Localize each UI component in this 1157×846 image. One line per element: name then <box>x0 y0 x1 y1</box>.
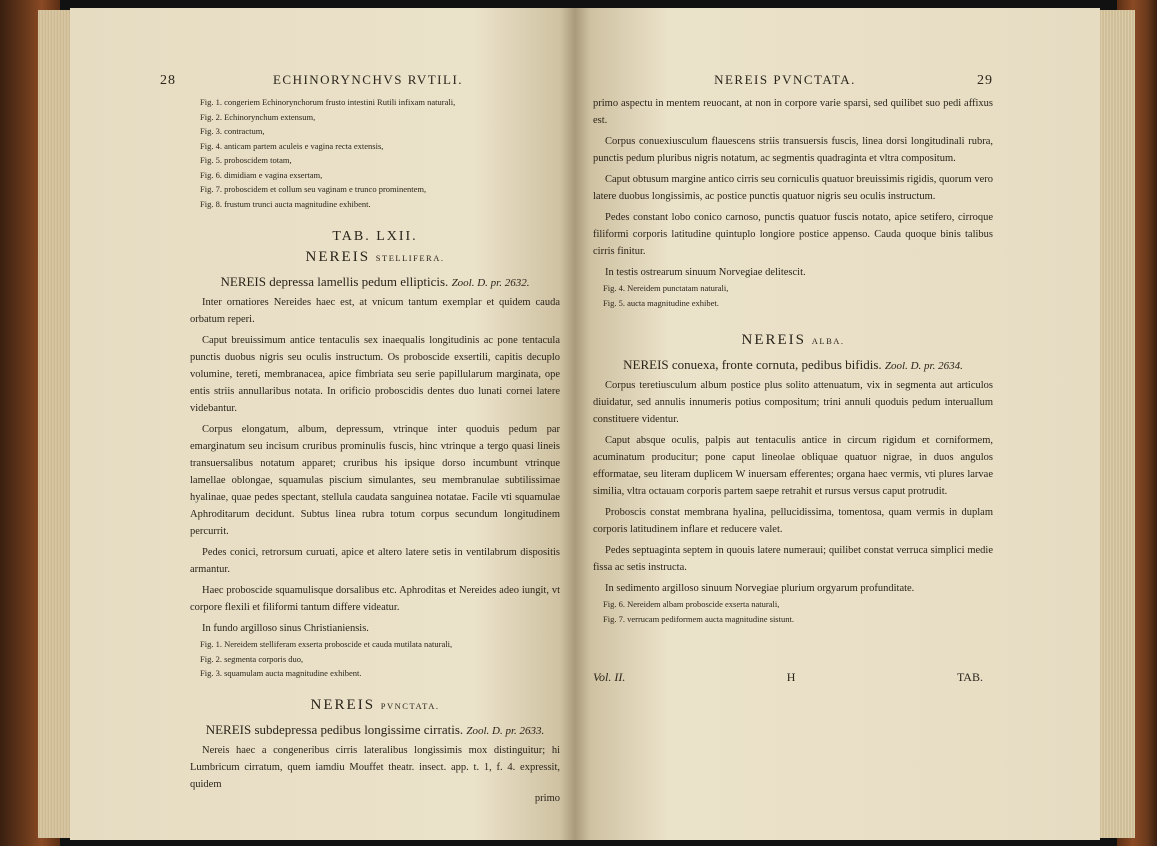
paragraph: Haec proboscide squamulisque dorsalibus etc. Aphroditas et Nereides adeo iungit, vt corpore flexili et filiformi tantum differe videatur. <box>190 585 560 613</box>
fig-caption: Fig. 7. proboscidem et collum seu vaginam e trunco prominentem, <box>200 184 427 194</box>
genus-name: NEREIS <box>310 696 376 713</box>
paragraph: Caput absque oculis, palpis aut tentaculis antice in circum rigidum et corniformem, acuminatum producitur; pone caput lineolae obliquae quatuor nigrae, in duos angulos efformatae, seu literam duplicem W inuersam efferentes; organa haec vermis, vti plures larvae similia, vltra octauam corporis partem saepe retrahit et rursus versus caput protrudit. <box>593 435 993 497</box>
page-edges-right <box>1095 10 1135 838</box>
diagnosis-reference: Zool. D. pr. 2632. <box>451 277 530 289</box>
genus-name: NEREIS <box>741 332 806 348</box>
paragraph: Pedes conici, retrorsum curuati, apice et altero latere setis in ventilabrum dispositis armantur. <box>190 547 560 575</box>
left-running-title: ECHINORYNCHVS RVTILI. <box>272 72 464 87</box>
paragraph: primo aspectu in mentem reuocant, at non in corpore varie sparsi, sed quilibet suo pedi affixus est. <box>593 98 993 126</box>
paragraph: In fundo argilloso sinus Christianiensis. <box>202 623 369 634</box>
left-running-header <box>160 72 560 89</box>
fig-caption: Fig. 6. Nereidem albam proboscide exserta naturali, <box>603 599 780 609</box>
left-page <box>70 8 575 840</box>
volume-label: Vol. II. <box>593 670 626 684</box>
paragraph: Proboscis constat membrana hyalina, pellucidissima, tomentosa, quam vermis in duplam corporis latitudinem inflare et reducere valet. <box>593 507 993 535</box>
species-name: PVNCTATA. <box>380 700 440 711</box>
fig-caption: Fig. 6. dimidiam e vagina exsertam, <box>200 169 323 180</box>
species-heading <box>190 697 560 714</box>
paragraph: Pedes septuaginta septem in quouis latere numeraui; quilibet constat verruca simplici medie fissa ac setis instructa. <box>593 545 993 573</box>
fig-caption: Fig. 5. aucta magnitudine exhibet. <box>603 297 719 308</box>
paragraph: Caput breuissimum antice tentaculis sex inaequalis longitudinis ac pone tentacula punctis duobus nigris seu oculis instructum. Os proboscide exsertili, capitis decuplo volumine, tereti, membranacea, apice fimbriata seu serie papillularum marginata, ope entis striis annullaribus notata. In orificio proboscidis dentes duo lunati cornei latere videbantur. <box>190 335 560 414</box>
plate-heading: TAB. LXII. <box>332 229 418 244</box>
fig-caption: Fig. 5. proboscidem totam, <box>200 155 292 165</box>
right-page <box>575 8 1100 840</box>
species-name: STELLIFERA. <box>375 253 445 263</box>
fig-caption: Fig. 3. squamulam aucta magnitudine exhibent. <box>200 668 362 678</box>
paragraph: Corpus conuexiusculum flauescens striis transuersis fuscis, linea dorsi longitudinali rubra, punctis pedum pluribus nigris notatum, ac segmentis quadraginta et vltra compositum. <box>593 136 993 164</box>
fig-caption: Fig. 7. verrucam pediformem aucta magnitudine sistunt. <box>603 613 794 624</box>
fig-caption: Fig. 4. Nereidem punctatam naturali, <box>603 283 729 293</box>
catchword: TAB. <box>956 670 983 684</box>
fig-caption: Fig. 2. Echinorynchum extensum, <box>200 111 316 122</box>
fig-caption: Fig. 3. contractum, <box>200 126 265 136</box>
diagnosis-text: NEREIS depressa lamellis pedum ellipticis. <box>220 274 449 289</box>
species-diagnosis <box>190 274 560 290</box>
fig-caption: Fig. 1. Nereidem stelliferam exserta proboscide et cauda mutilata naturali, <box>200 639 453 649</box>
paragraph: Nereis haec a congeneribus cirris lateralibus longissimis mox distinguitur; hi Lumbricum cirratum, quem iamdiu Mouffet theatr. insect. app. t. 1, f. 4. expressit, quidem <box>190 744 560 790</box>
paragraph: Inter ornatiores Nereides haec est, at vnicum tantum exemplar et quidem cauda orbatum reperi. <box>190 297 560 325</box>
right-page-number: 29 <box>977 73 993 88</box>
paragraph: Corpus elongatum, album, depressum, vtrinque inter quoduis pedum par emarginatum seu incisum cruribus prominulis fuscis, hinc vtrinque a tergo quasi lineis transuersalibus notatum apparet; cruribus his ipsique dorso incumbunt vtrinque lamellae oblongae, squamulas piscium simulantes, seu membranulae subtilissimae hyalinae, quae pedes spectant, stellula caudata sanguinea notatae. Facile vti squamulae Aphroditarum decidunt. Subtus linea rubra totum corpus secundum longitudinem percurrit. <box>190 424 560 537</box>
paragraph: Corpus teretiusculum album postice plus solito attenuatum, vix in segmenta aut articulos diuidatur, sed annulis innumeris potius compositum; trini annuli quoduis pedum interuallum constituere videntur. <box>593 380 993 425</box>
fig-caption: Fig. 1. congeriem Echinorynchorum frusto intestini Rutili infixam naturali, <box>200 97 456 107</box>
paragraph: Pedes constant lobo conico carnoso, punctis quatuor fuscis notato, apice setifero, cirroque filiformi corporis latitudine quintuplo longiore postice appenso. Cauda quoque binis talibus cirris finitur. <box>593 212 993 257</box>
diagnosis-text: NEREIS subdepressa pedibus longissime cirratis. <box>205 721 464 737</box>
genus-name: NEREIS <box>305 249 371 265</box>
fig-caption: Fig. 8. frustum trunci aucta magnitudine exhibent. <box>200 198 371 209</box>
paragraph: In sedimento argilloso sinuum Norvegiae plurium orgyarum profunditate. <box>605 583 915 594</box>
right-running-title: NEREIS PVNCTATA. <box>714 72 856 87</box>
species-diagnosis <box>593 357 993 373</box>
right-running-header <box>593 72 993 89</box>
fig-caption: Fig. 2. segmenta corporis duo, <box>200 653 304 664</box>
diagnosis-reference: Zool. D. pr. 2634. <box>884 360 963 372</box>
species-heading <box>593 332 993 349</box>
species-heading <box>190 249 560 266</box>
paragraph: Caput obtusum margine antico cirris seu corniculis quatuor breuissimis rigidis, quorum vero latere duobus longissimis, ac postice punctis quatuor nigris seu oculis instructum. <box>593 174 993 202</box>
catchword: primo <box>534 792 560 804</box>
paragraph: In testis ostrearum sinuum Norvegiae delitescit. <box>605 267 806 278</box>
signature-mark: H <box>786 670 796 684</box>
diagnosis-reference: Zool. D. pr. 2633. <box>466 724 545 737</box>
left-page-number: 28 <box>160 73 176 88</box>
diagnosis-text: NEREIS conuexa, fronte cornuta, pedibus bifidis. <box>623 357 882 372</box>
species-diagnosis <box>190 722 560 738</box>
species-name: ALBA. <box>811 336 845 346</box>
fig-caption: Fig. 4. anticam partem aculeis e vagina recta extensis, <box>200 140 384 151</box>
right-footer <box>593 670 993 685</box>
